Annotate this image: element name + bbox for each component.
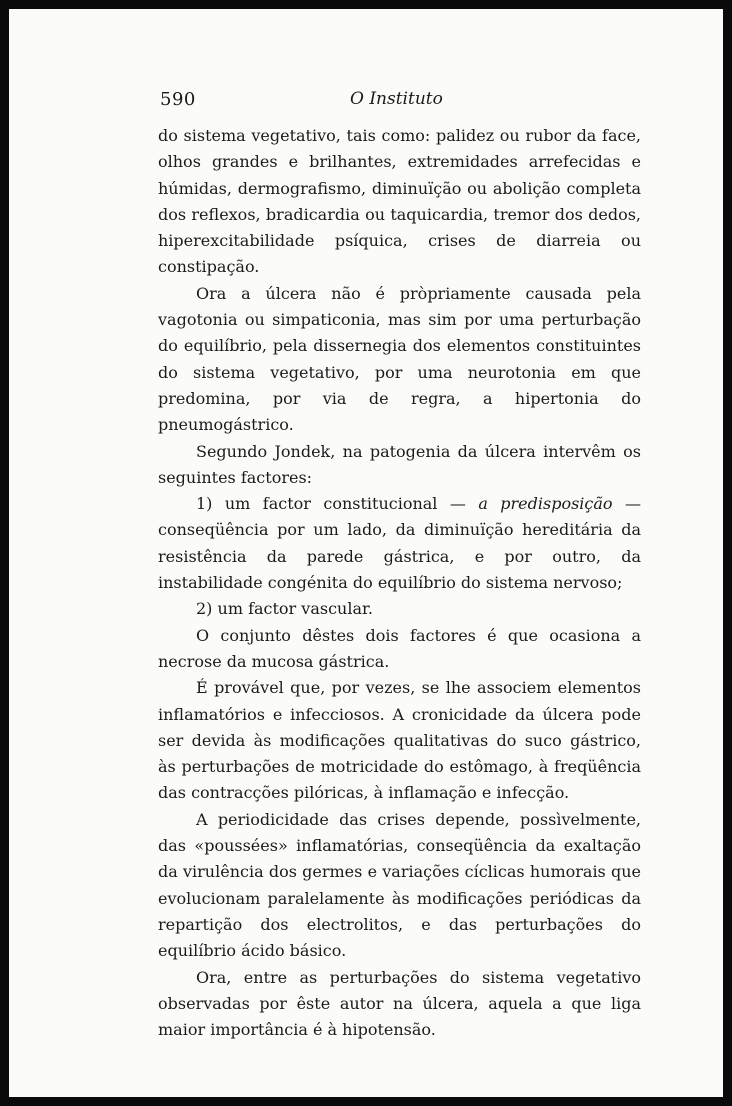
body-text: [158, 123, 641, 1043]
list-item-factor-1: [158, 491, 641, 596]
paragraph: O conjunto dêstes dois factores é que ocasiona a necrose da mucosa gástrica.: [158, 625, 641, 671]
list-item-factor-2: 2) um factor vascular.: [196, 599, 373, 619]
paragraph: Ora a úlcera não é pròpriamente causada pela vagotonia ou simpaticonia, mas sim por uma perturbação do equilíbrio, pela dissernegia dos elementos constituintes do sistema vegetativo, por uma neurotonia em que predomina, por via de regra, a hipertonia do pneumogástrico.: [158, 283, 641, 435]
page-header: [160, 89, 650, 119]
factor-1-lead: 1) um factor constitucional —: [196, 494, 466, 514]
paragraph: Ora, entre as perturbações do sistema vegetativo observadas por êste autor na úlcera, aquela a que liga maior importância é à hipotensão.: [158, 967, 641, 1040]
book-page: [9, 9, 723, 1097]
paragraph-continuation: do sistema vegetativo, tais como: palidez ou rubor da face, olhos grandes e brilhantes, extremidades arrefecidas e húmidas, dermografismo, diminuïção ou abolição completa dos reflexos, bradicardia ou taquicardia, tremor dos dedos, hiperexcitabilidade psíquica, crises de diarreia ou constipação.: [158, 126, 641, 277]
factor-1-rest: — conseqüência por um lado, da diminuïção hereditária da resistência da parede gástrica, e por outro, da instabilidade congénita do equilíbrio do sistema nervoso;: [158, 494, 642, 593]
page-number: 590: [160, 89, 196, 110]
paragraph: É provável que, por vezes, se lhe associem elementos inflamatórios e infecciosos. A cronicidade da úlcera pode ser devida às modificações qualitativas do suco gástrico, às perturbações de motricidade do estômago, à freqüência das contracções pilóricas, à inflamação e infecção.: [158, 678, 641, 803]
running-title: O Instituto: [350, 89, 443, 109]
factor-1-term: a predisposição: [478, 494, 613, 514]
paragraph: A periodicidade das crises depende, possìvelmente, das «poussées» inflamatórias, conseqüência da exaltação da virulência dos germes e variações cíclicas humorais que evolucionam paralelamente às modificações periódicas da repartição dos electrolitos, e das perturbações do equilíbrio ácido básico.: [158, 809, 641, 961]
paragraph: Segundo Jondek, na patogenia da úlcera intervêm os seguintes factores:: [158, 441, 641, 487]
